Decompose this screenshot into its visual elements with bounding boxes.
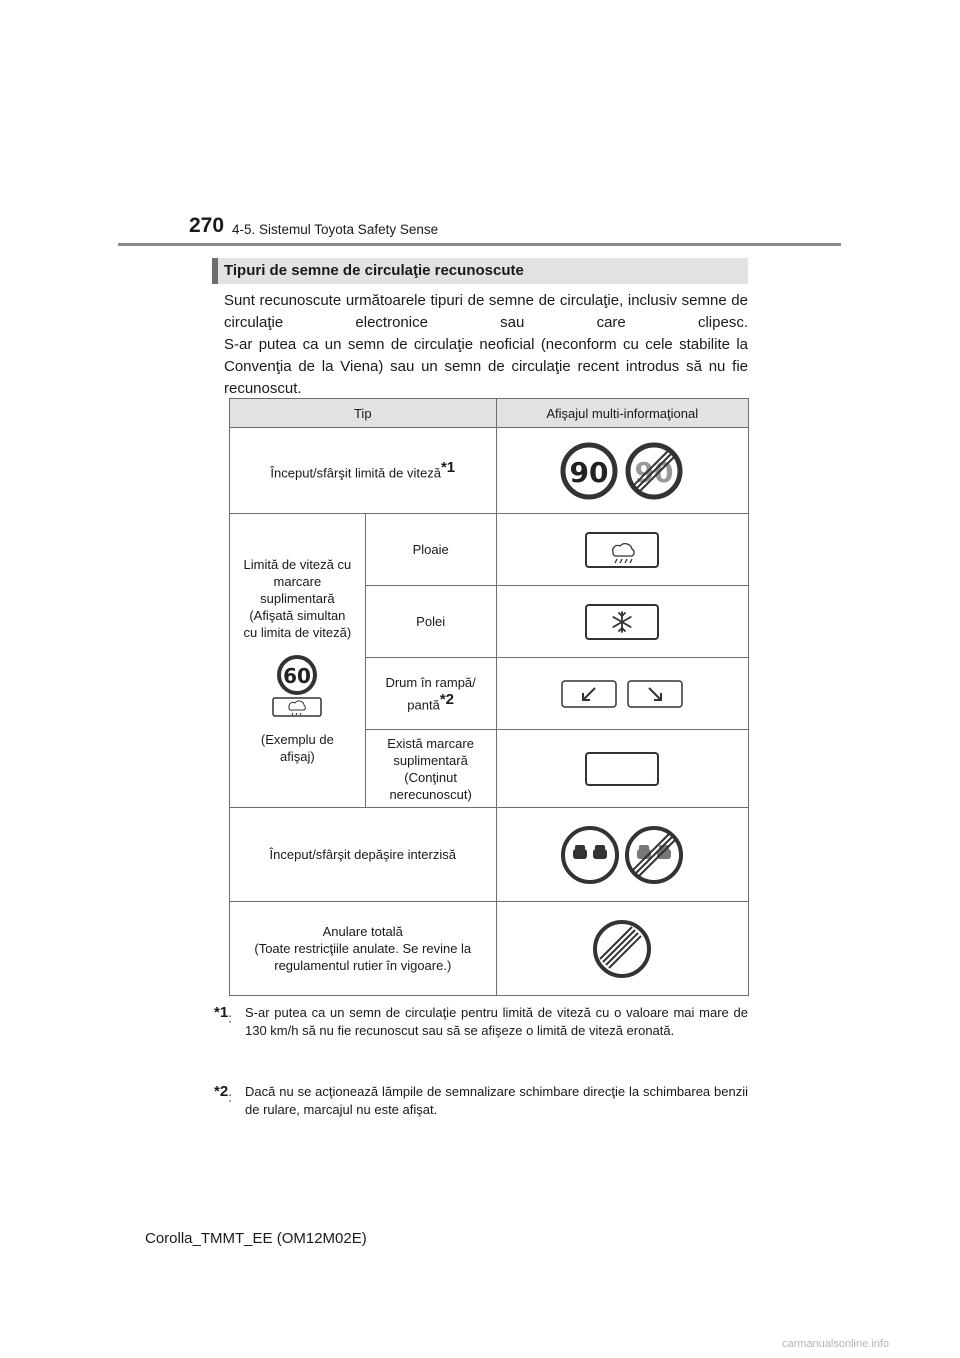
speed-limit-label: Început/sfârşit limită de viteză [270, 465, 441, 481]
example-label: (Exemplu de afişaj) [260, 732, 334, 764]
no-overtaking-signs-icon [560, 825, 684, 885]
marking-type: Există marcare suplimentară (Conţinut nerecunoscut) [365, 730, 496, 808]
supplementary-marking-type [230, 514, 366, 808]
table-row [230, 428, 749, 514]
empty-marking-icon [585, 752, 659, 786]
footnote-1-text: S-ar putea ca un semn de circulaţie pentru limită de viteză cu o valoare mai mare de 130 km/h să nu fie recunoscut sau să se afişeze o limită de viteză eronată. [245, 1005, 748, 1038]
section-title: Tipuri de semne de circulaţie recunoscute [224, 262, 524, 279]
slope-display [496, 658, 748, 730]
watermark: carmanualsonline.info [782, 1338, 890, 1350]
footnote-2-text: Dacă nu se acţionează lămpile de semnalizare schimbare direcţie la schimbarea benzii de rulare, marcajul nu este afişat. [245, 1084, 748, 1117]
section-heading-bar [212, 258, 218, 284]
speed-limit-display [496, 428, 748, 514]
table-row [230, 808, 749, 902]
footnote-2-mark: $^{*2}$: [214, 1083, 232, 1105]
overtaking-type: Început/sfârşit depăşire interzisă [230, 808, 497, 902]
ice-display [496, 586, 748, 658]
footnote-1 [214, 1004, 748, 1040]
rain-type: Ploaie [365, 514, 496, 586]
svg-text:60: 60 [283, 664, 312, 688]
cancel-display [496, 902, 748, 996]
page-number: 270 [189, 214, 225, 237]
rain-marking-icon [585, 532, 659, 568]
svg-text:90: 90 [634, 455, 674, 489]
cancel-type: Anulare totală (Toate restricţiile anulate. Se revine la regulamentul rutier în vigoare.) [230, 902, 497, 996]
footer-doc-id: Corolla_TMMT_EE (OM12M02E) [145, 1230, 367, 1247]
slope-type: Drum în rampă/ pantă$^{*2}$ [365, 658, 496, 730]
rain-display [496, 514, 748, 586]
paragraph-1: Sunt recunoscute următoarele tipuri de semne de circulaţie, inclusiv semne de circulaţie electronice sau care clipesc. [224, 292, 748, 331]
sign-types-table [229, 398, 749, 996]
paragraph-2: S-ar putea ca un semn de circulaţie neoficial (neconform cu cele stabilite la Convenţia de la Viena) sau un semn de circulaţie recent introdus să nu fie recunoscut. [224, 336, 748, 397]
col-display-header: Afişajul multi-informaţional [496, 399, 748, 428]
overtaking-display [496, 808, 748, 902]
footnote-2 [214, 1083, 748, 1119]
group-label: Limită de viteză cu marcare suplimentară (Afişată simultan cu limita de viteză) [243, 557, 352, 640]
table-row [230, 514, 749, 586]
svg-text:90: 90 [569, 455, 609, 489]
col-type-header: Tip [230, 399, 497, 428]
example-display-icon [270, 655, 324, 719]
table-row [230, 902, 749, 996]
marking-display [496, 730, 748, 808]
snowflake-marking-icon [585, 604, 659, 640]
speed-limit-signs-icon [557, 438, 687, 504]
table-header-row [230, 399, 749, 428]
speed-limit-type [230, 428, 497, 514]
section-heading [212, 258, 748, 284]
speed-limit-ref: *1 [440, 459, 456, 477]
end-all-restrictions-icon [592, 919, 652, 979]
footnote-1-mark: $^{*1}$: [214, 1004, 232, 1026]
running-header: 4-5. Sistemul Toyota Safety Sense [232, 222, 439, 237]
header-rule [118, 243, 841, 246]
ice-type: Polei [365, 586, 496, 658]
slope-arrows-icon [561, 680, 683, 708]
